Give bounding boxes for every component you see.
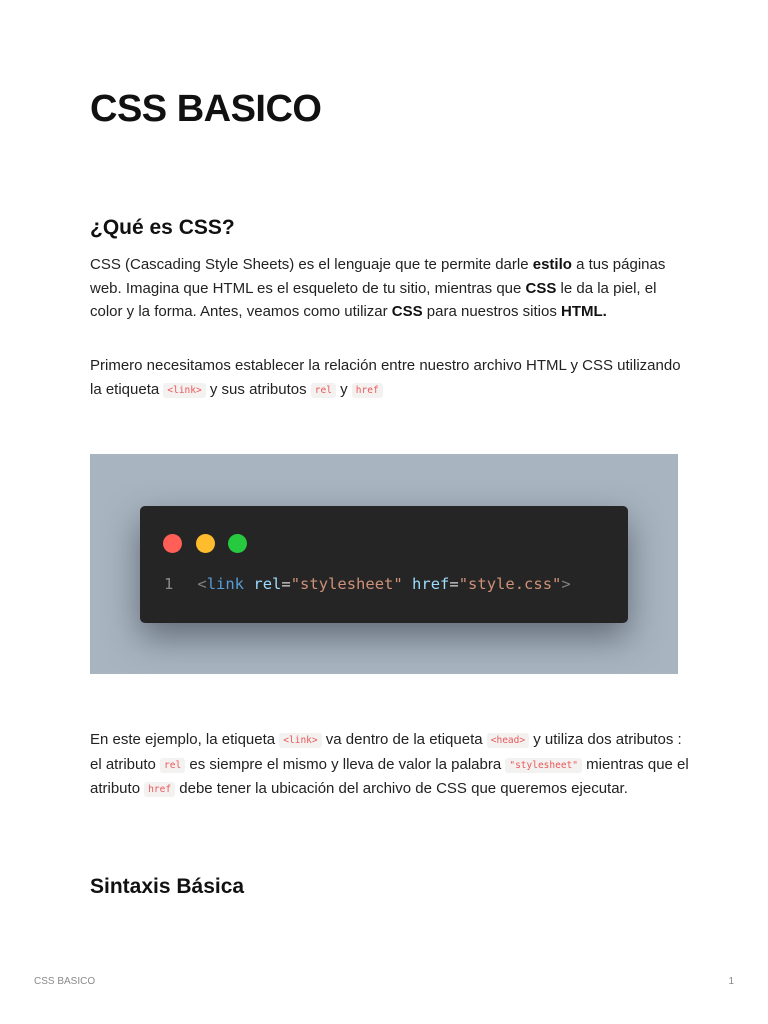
inline-code: rel [311,383,336,398]
section-heading-what-is-css: ¿Qué es CSS? [90,216,235,239]
text-span: es siempre el mismo y lleva de valor la palabra [185,755,506,773]
text-span: para nuestros sitios [422,303,562,320]
inline-code: <link> [163,383,205,398]
text-span: y utiliza dos atributos : el atributo [90,731,682,773]
intro-paragraph [90,253,690,324]
text-span: va dentro de la etiqueta [321,731,487,748]
line-number: 1 [164,575,174,593]
inline-code: href [144,782,175,797]
code-eq: = [281,575,291,593]
text-span: y [335,380,352,398]
text-span: mientras que el atributo [90,755,689,797]
code-attr: rel [253,575,282,593]
text-span: y sus atributos [205,380,311,398]
text-span: CSS (Cascading Style Sheets) es el lenguaje que te permite darle [90,256,533,273]
page-number: 1 [728,976,734,987]
link-paragraph [90,354,690,402]
text-span: le da la piel, el color y la forma. Antes, veamos como utilizar [90,279,657,320]
code-line [164,575,571,593]
text-span: En este ejemplo, la etiqueta [90,731,280,748]
code-attr: href [412,575,450,593]
code-tag: link [206,575,245,593]
inline-code: <head> [487,733,529,748]
inline-code: href [352,383,383,398]
text-span: Primero necesitamos establecer la relación entre nuestro archivo HTML y CSS utilizando la etiqueta [90,357,681,398]
code-punct: > [561,575,571,593]
code-window [140,506,628,623]
page-title: CSS BASICO [90,88,322,130]
code-eq: = [449,575,459,593]
maximize-dot-icon [228,534,247,553]
bold-text: CSS [525,279,557,297]
inline-code: <link> [279,733,321,748]
explanation-paragraph [90,728,690,802]
bold-text: CSS [391,303,423,320]
text-span: debe tener la ubicación del archivo de CSS que queremos ejecutar. [175,780,628,797]
inline-code: "stylesheet" [505,758,582,773]
footer-title: CSS BASICO [34,976,96,987]
text-span: a tus páginas web. Imagina que HTML es el esqueleto de tu sitio, mientras que [90,256,666,297]
bold-text: HTML. [561,303,607,320]
code-string: "style.css" [458,575,562,593]
inline-code: rel [160,758,185,773]
minimize-dot-icon [196,534,215,553]
bold-text: estilo [532,256,572,273]
close-dot-icon [163,534,182,553]
code-snippet-figure [90,454,678,674]
section-heading-syntax: Sintaxis Básica [90,875,245,898]
code-punct: < [197,575,207,593]
code-string: "stylesheet" [290,575,403,593]
